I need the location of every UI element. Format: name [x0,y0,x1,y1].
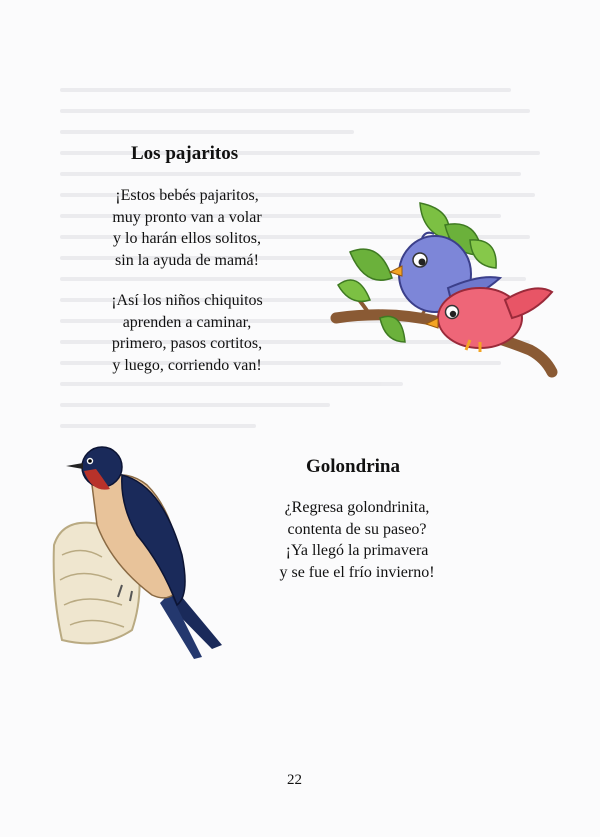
verse-line: ¡Ya llegó la primavera [285,542,429,559]
verse-line: y se fue el frío invierno! [279,563,435,581]
poem-title-los-pajaritos: Los pajaritos [131,143,239,164]
poem1-stanza-1 [90,185,284,271]
verse-line: ¿Regresa golondrinita, [284,499,430,516]
poem1-stanza-2 [90,290,284,376]
swallow-on-nest-icon [52,445,237,660]
verse-line: ¡Estos bebés pajaritos, [115,187,259,204]
poem-title-golondrina: Golondrina [306,456,400,477]
verse-line: contenta de su paseo? [287,520,427,538]
verse-line: sin la ayuda de mamá! [115,251,259,269]
verse-line: y lo harán ellos solitos, [113,230,261,247]
verse-line: y luego, corriendo van! [112,356,262,374]
page-number: 22 [287,772,302,788]
verse-line: aprenden a caminar, [122,313,252,331]
verse-line: muy pronto van a volar [112,208,262,226]
two-chicks-on-branch-icon [330,200,558,380]
verse-line: primero, pasos cortitos, [111,335,263,352]
verse-line: ¡Así los niños chiquitos [111,292,263,309]
poem2-stanza-1 [262,497,452,583]
